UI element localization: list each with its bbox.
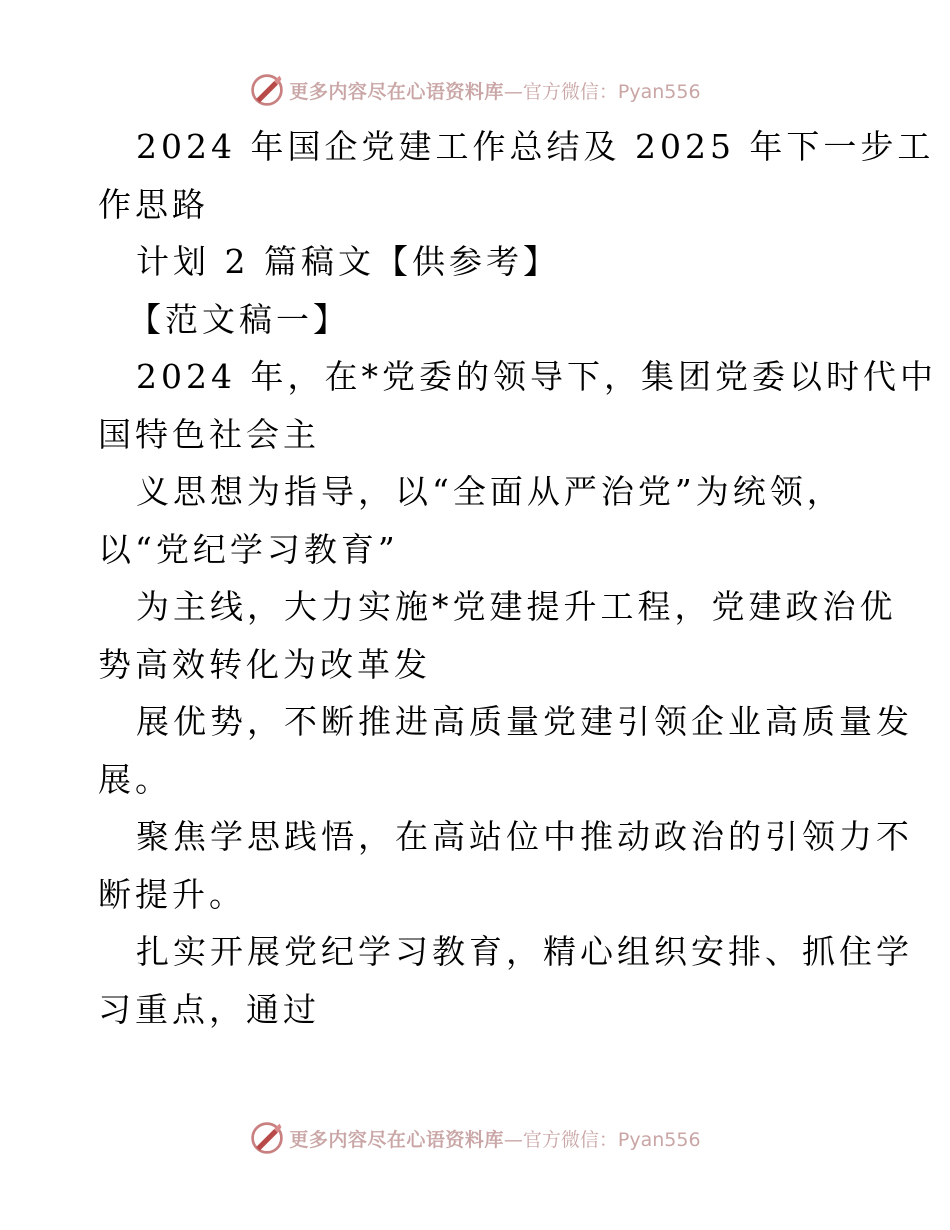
- paragraph-line: 展优势，不断推进高质量党建引领企业高质量发: [136, 702, 913, 741]
- title-line-1: 2024 年国企党建工作总结及 2025 年下一步工: [136, 127, 935, 166]
- paragraph-line: 扎实开展党纪学习教育，精心组织安排、抓住学: [136, 932, 913, 971]
- paragraph-line: 义思想为指导，以“全面从严治党”为统领，: [136, 472, 844, 511]
- paragraph-line: 2024 年，在*党委的领导下，集团党委以时代中: [136, 357, 937, 396]
- watermark-text: 更多内容尽在心语资料库: [289, 80, 504, 103]
- watermark-header: [0, 70, 950, 110]
- section-heading: 【范文稿一】: [128, 299, 350, 339]
- watermark-footer: [0, 1118, 950, 1158]
- paragraph-line: 以“党纪学习教育”: [98, 529, 399, 569]
- paragraph-line: 聚焦学思践悟，在高站位中推动政治的引领力不: [136, 817, 913, 856]
- watermark-contact: —官方微信：Pyan556: [503, 80, 701, 103]
- watermark-contact: —官方微信：Pyan556: [503, 1128, 701, 1151]
- title-line-2: 作思路: [98, 184, 209, 224]
- pen-logo-icon: [249, 1120, 285, 1156]
- paragraph-line: 国特色社会主: [98, 414, 320, 454]
- paragraph-line: 习重点，通过: [98, 989, 320, 1029]
- paragraph-line: 断提升。: [98, 874, 246, 914]
- watermark-text: 更多内容尽在心语资料库: [289, 1128, 504, 1151]
- document-body: [98, 118, 937, 1038]
- subtitle-line: 计划 2 篇稿文【供参考】: [136, 242, 560, 281]
- paragraph-line: 为主线，大力实施*党建提升工程，党建政治优: [136, 587, 897, 626]
- pen-logo-icon: [249, 72, 285, 108]
- paragraph-line: 展。: [98, 759, 172, 799]
- paragraph-line: 势高效转化为改革发: [98, 644, 431, 684]
